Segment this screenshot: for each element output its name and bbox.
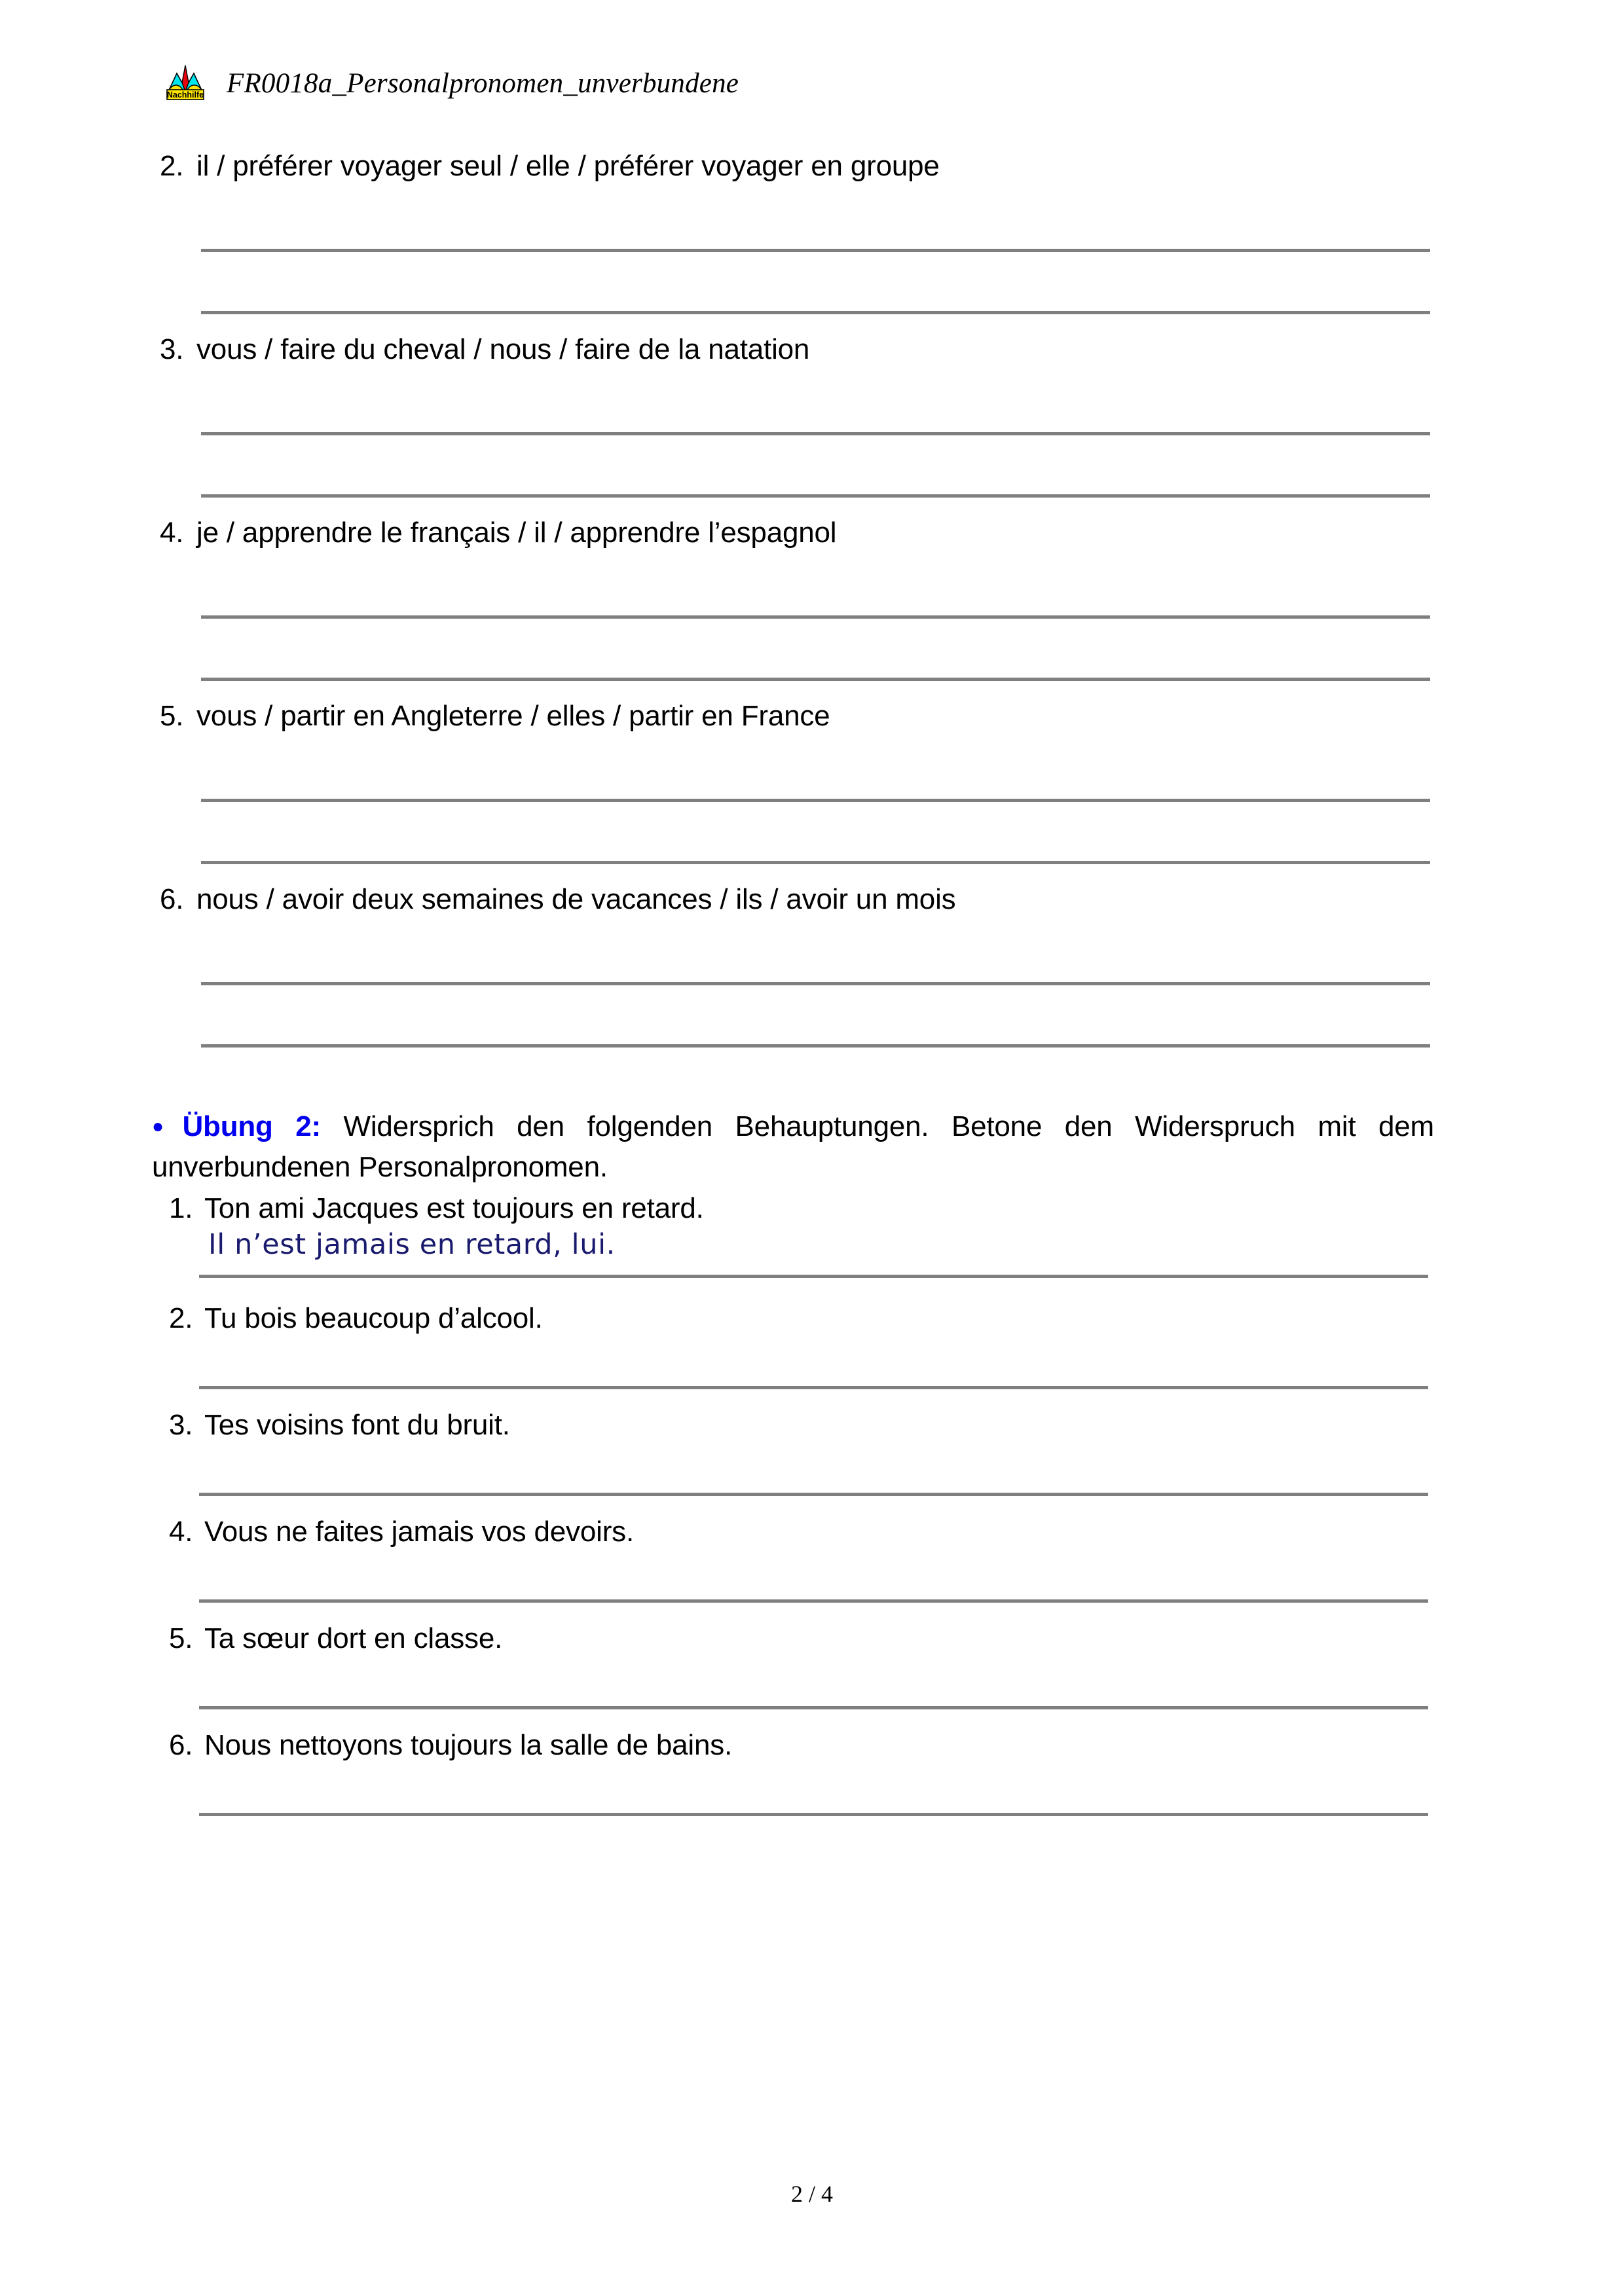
item-number: 5. [160, 700, 184, 732]
item-number: 3. [169, 1409, 193, 1441]
exercise-2-instruction-text: Widersprich den folgenden Behauptungen. Betone den Widerspruch mit dem unverbundenen Personalpronomen. [152, 1110, 1434, 1184]
item-number: 2. [160, 150, 184, 182]
exercise-2-item [169, 1731, 1446, 1838]
item-text: Tu bois beaucoup d’alcool. [204, 1302, 543, 1334]
exercise-1-item [160, 152, 1443, 335]
answer-line[interactable] [201, 432, 1430, 435]
exercise-2-label: Übung 2: [182, 1110, 321, 1142]
exercise-1-list [160, 152, 1443, 1068]
exercise-2-item [169, 1194, 1446, 1304]
exercise-1-item [160, 519, 1443, 702]
question-line [169, 1731, 1446, 1760]
question-line [160, 335, 1443, 364]
item-text: vous / partir en Angleterre / elles / partir en France [196, 700, 830, 732]
item-number: 5. [169, 1622, 193, 1654]
item-text: vous / faire du cheval / nous / faire de la natation [196, 333, 810, 365]
item-number: 3. [160, 333, 184, 365]
answer-line[interactable] [201, 982, 1430, 985]
item-text: Tes voisins font du bruit. [204, 1409, 510, 1441]
item-number: 4. [160, 517, 184, 549]
exercise-2-item [169, 1624, 1446, 1731]
answer-line[interactable] [201, 311, 1430, 314]
answer-line[interactable] [199, 1386, 1428, 1389]
page-footer [0, 2180, 1624, 2208]
item-text: Ta sœur dort en classe. [204, 1622, 503, 1654]
item-text: il / préférer voyager seul / elle / préférer voyager en groupe [196, 150, 940, 182]
item-number: 6. [169, 1729, 193, 1761]
question-line [160, 152, 1443, 181]
answer-line[interactable] [201, 799, 1430, 802]
answer-line[interactable] [199, 1599, 1428, 1603]
item-number: 2. [169, 1302, 193, 1334]
item-text: Nous nettoyons toujours la salle de bains. [204, 1729, 733, 1761]
question-line [160, 885, 1443, 914]
page-number: 2 / 4 [790, 2181, 833, 2207]
bullet-icon: ● [152, 1115, 179, 1137]
item-number: 1. [169, 1192, 193, 1224]
answer-line[interactable] [201, 678, 1430, 681]
exercise-2-instruction-paragraph [152, 1106, 1434, 1188]
answer-line[interactable] [199, 1275, 1428, 1278]
nachhilfe-mountain-logo-icon [162, 63, 208, 103]
answer-line[interactable] [201, 1044, 1430, 1048]
answer-line[interactable] [199, 1813, 1428, 1816]
answer-line[interactable] [201, 615, 1430, 619]
question-line [169, 1194, 1446, 1223]
answer-line[interactable] [199, 1493, 1428, 1496]
svg-text:Nachhilfe: Nachhilfe [166, 90, 204, 100]
answer-line[interactable] [201, 861, 1430, 864]
exercise-2-list [169, 1194, 1446, 1838]
item-number: 6. [160, 883, 184, 915]
item-text: nous / avoir deux semaines de vacances / ils / avoir un mois [196, 883, 956, 915]
question-line [169, 1518, 1446, 1546]
answer-line[interactable] [201, 494, 1430, 498]
exercise-2-heading [152, 1106, 1434, 1188]
exercise-2-item [169, 1304, 1446, 1411]
question-line [169, 1304, 1446, 1333]
answer-line[interactable] [201, 249, 1430, 252]
exercise-2-item [169, 1411, 1446, 1518]
document-title: FR0018a_Personalpronomen_unverbundene [227, 67, 739, 99]
page-header [162, 63, 739, 103]
question-line [169, 1411, 1446, 1440]
exercise-2-item [169, 1518, 1446, 1624]
exercise-1-item [160, 702, 1443, 885]
item-number: 4. [169, 1516, 193, 1548]
item-text: je / apprendre le français / il / apprendre l’espagnol [196, 517, 837, 549]
answer-line[interactable] [199, 1706, 1428, 1709]
item-text: Vous ne faites jamais vos devoirs. [204, 1516, 634, 1548]
question-line [169, 1624, 1446, 1653]
item-text: Ton ami Jacques est toujours en retard. [204, 1192, 704, 1224]
question-line [160, 702, 1443, 731]
question-line [160, 519, 1443, 547]
exercise-1-item [160, 335, 1443, 519]
exercise-1-item [160, 885, 1443, 1068]
handwritten-answer: Il n’est jamais en retard, lui. [208, 1228, 616, 1261]
